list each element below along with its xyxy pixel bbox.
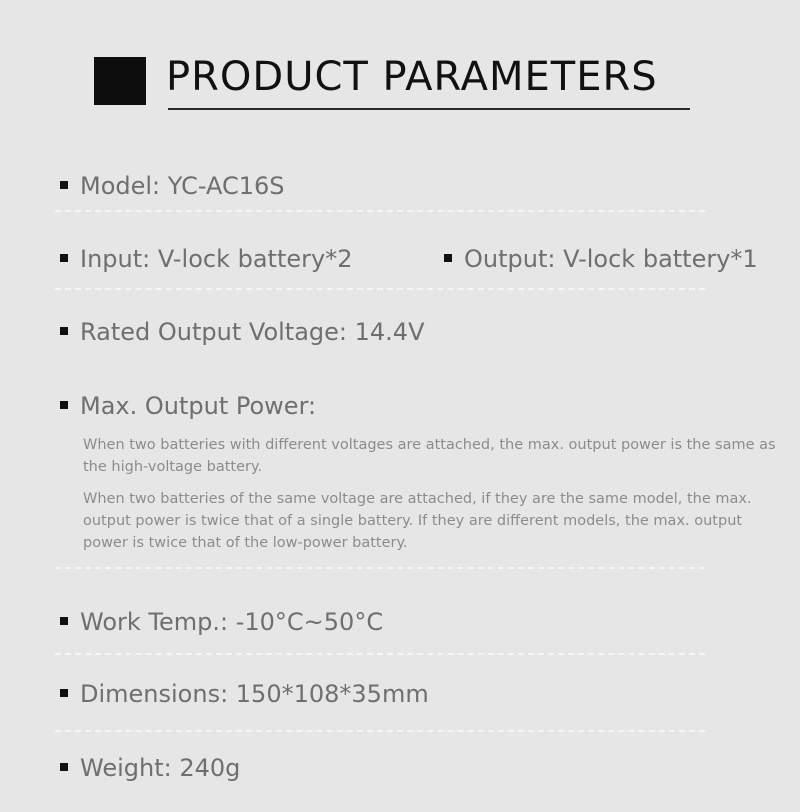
- spec-output: Output: V-lock battery*1: [464, 245, 758, 273]
- bullet-icon: [60, 327, 68, 335]
- divider: [55, 210, 705, 212]
- max-power-note-2: When two batteries of the same voltage are attached, if they are the same model, the max. output power is twice that of a single battery. If they are different models, the max. output power is twice that of the low-power battery.: [83, 491, 752, 551]
- spec-max-power: Max. Output Power:: [80, 392, 317, 420]
- spec-input-item: [60, 245, 352, 273]
- spec-dimensions: Dimensions: 150*108*35mm: [80, 680, 429, 708]
- title-underline: [168, 108, 690, 110]
- divider: [55, 288, 705, 290]
- page-header: [94, 52, 694, 112]
- spec-input: Input: V-lock battery*2: [80, 245, 353, 273]
- divider: [55, 567, 705, 569]
- bullet-icon: [60, 763, 68, 771]
- page-title: PRODUCT PARAMETERS: [166, 54, 658, 100]
- spec-output-item: [444, 245, 758, 273]
- bullet-icon: [444, 254, 452, 262]
- title-square-icon: [94, 57, 146, 105]
- bullet-icon: [60, 401, 68, 409]
- spec-row-dimensions: [60, 680, 429, 716]
- spec-model: Model: YC-AC16S: [80, 172, 285, 200]
- bullet-icon: [60, 254, 68, 262]
- spec-row-weight: [60, 754, 240, 790]
- spec-weight: Weight: 240g: [80, 754, 241, 782]
- spec-row-voltage: [60, 318, 424, 354]
- spec-work-temp: Work Temp.: -10°C~50°C: [80, 608, 384, 636]
- spec-row-io: [60, 245, 790, 281]
- spec-row-max-power: [60, 392, 316, 428]
- bullet-icon: [60, 689, 68, 697]
- max-power-note-1: When two batteries with different voltages are attached, the max. output power is the same as the high-voltage battery.: [83, 437, 776, 475]
- divider: [55, 653, 705, 655]
- spec-rated-voltage: Rated Output Voltage: 14.4V: [80, 318, 425, 346]
- divider: [55, 730, 705, 732]
- bullet-icon: [60, 617, 68, 625]
- bullet-icon: [60, 181, 68, 189]
- spec-row-model: [60, 172, 285, 208]
- spec-row-work-temp: [60, 608, 383, 644]
